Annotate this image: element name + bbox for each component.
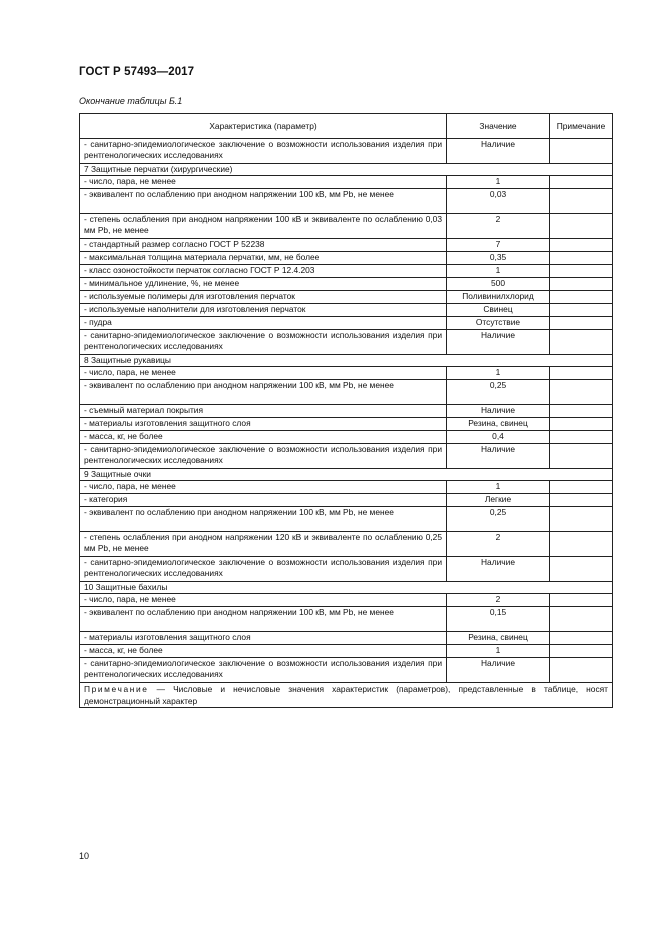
section-title: 9 Защитные очки — [80, 469, 613, 481]
document-header: ГОСТ Р 57493—2017 — [79, 66, 195, 78]
value-cell: 2 — [447, 214, 550, 239]
column-header-note: Примечание — [550, 114, 613, 139]
table-footnote — [80, 683, 613, 708]
note-cell — [550, 607, 613, 632]
characteristic-cell: - число, пара, не менее — [80, 176, 447, 189]
table-row — [80, 607, 613, 632]
value-cell: 2 — [447, 594, 550, 607]
characteristic-cell: - санитарно-эпидемиологическое заключение о возможности использования изделия при рентгенологических исследованиях — [80, 444, 447, 469]
characteristic-cell: - используемые наполнители для изготовления перчаток — [80, 304, 447, 317]
characteristic-cell: - класс озоностойкости перчаток согласно ГОСТ Р 12.4.203 — [80, 265, 447, 278]
table-row — [80, 139, 613, 164]
table-row — [80, 291, 613, 304]
characteristic-cell: - эквивалент по ослаблению при анодном напряжении 100 кВ, мм Pb, не менее — [80, 189, 447, 214]
characteristic-cell: - эквивалент по ослаблению при анодном напряжении 100 кВ, мм Pb, не менее — [80, 380, 447, 405]
table-row — [80, 444, 613, 469]
note-cell — [550, 367, 613, 380]
value-cell: Резина, свинец — [447, 418, 550, 431]
table-row — [80, 658, 613, 683]
value-cell: 1 — [447, 176, 550, 189]
note-cell — [550, 317, 613, 330]
note-cell — [550, 176, 613, 189]
value-cell: 0,25 — [447, 380, 550, 405]
value-cell: 0,25 — [447, 507, 550, 532]
characteristic-cell: - эквивалент по ослаблению при анодном напряжении 100 кВ, мм Pb, не менее — [80, 607, 447, 632]
table-row — [80, 189, 613, 214]
note-cell — [550, 291, 613, 304]
table-row — [80, 532, 613, 557]
note-cell — [550, 380, 613, 405]
value-cell: Поливинилхлорид — [447, 291, 550, 304]
value-cell: 0,4 — [447, 431, 550, 444]
value-cell: 1 — [447, 367, 550, 380]
footnote-row — [80, 683, 613, 708]
table-row — [80, 265, 613, 278]
value-cell: 0,03 — [447, 189, 550, 214]
value-cell: Наличие — [447, 444, 550, 469]
section-row — [80, 355, 613, 367]
table-row — [80, 330, 613, 355]
footnote-label: Примечание — [84, 684, 149, 694]
characteristic-cell: - степень ослабления при анодном напряжении 100 кВ и эквиваленте по ослаблению 0,03 мм Pb, не менее — [80, 214, 447, 239]
characteristic-cell: - категория — [80, 494, 447, 507]
specification-table — [79, 113, 613, 708]
characteristic-cell: - степень ослабления при анодном напряжении 120 кВ и эквиваленте по ослаблению 0,25 мм Pb, не менее — [80, 532, 447, 557]
characteristic-cell: - съемный материал покрытия — [80, 405, 447, 418]
note-cell — [550, 418, 613, 431]
characteristic-cell: - материалы изготовления защитного слоя — [80, 632, 447, 645]
note-cell — [550, 532, 613, 557]
table-row — [80, 317, 613, 330]
value-cell: 1 — [447, 265, 550, 278]
table-row — [80, 431, 613, 444]
section-row — [80, 582, 613, 594]
table-row — [80, 304, 613, 317]
table-header-row — [80, 114, 613, 139]
table-row — [80, 481, 613, 494]
value-cell: 1 — [447, 645, 550, 658]
value-cell: 7 — [447, 239, 550, 252]
table-row — [80, 405, 613, 418]
characteristic-cell: - санитарно-эпидемиологическое заключение о возможности использования изделия при рентгенологических исследованиях — [80, 139, 447, 164]
note-cell — [550, 658, 613, 683]
characteristic-cell: - материалы изготовления защитного слоя — [80, 418, 447, 431]
value-cell: Наличие — [447, 658, 550, 683]
section-title: 7 Защитные перчатки (хирургические) — [80, 164, 613, 176]
characteristic-cell: - санитарно-эпидемиологическое заключение о возможности использования изделия при рентгенологических исследованиях — [80, 330, 447, 355]
table-caption: Окончание таблицы Б.1 — [79, 96, 183, 106]
note-cell — [550, 507, 613, 532]
table-row — [80, 214, 613, 239]
footnote-text: — Числовые и нечисловые значения характеристик (параметров), представленные в таблице, носят демонстрационный характер — [84, 684, 609, 706]
table-row — [80, 557, 613, 582]
note-cell — [550, 239, 613, 252]
value-cell: Свинец — [447, 304, 550, 317]
note-cell — [550, 481, 613, 494]
value-cell: Наличие — [447, 330, 550, 355]
column-header-characteristic: Характеристика (параметр) — [80, 114, 447, 139]
characteristic-cell: - число, пара, не менее — [80, 481, 447, 494]
value-cell: 1 — [447, 481, 550, 494]
value-cell: Наличие — [447, 405, 550, 418]
table-row — [80, 507, 613, 532]
characteristic-cell: - число, пара, не менее — [80, 594, 447, 607]
column-header-value: Значение — [447, 114, 550, 139]
table-row — [80, 594, 613, 607]
value-cell: Легкие — [447, 494, 550, 507]
note-cell — [550, 265, 613, 278]
value-cell: Наличие — [447, 557, 550, 582]
note-cell — [550, 304, 613, 317]
section-title: 10 Защитные бахилы — [80, 582, 613, 594]
characteristic-cell: - эквивалент по ослаблению при анодном напряжении 100 кВ, мм Pb, не менее — [80, 507, 447, 532]
table-row — [80, 278, 613, 291]
characteristic-cell: - пудра — [80, 317, 447, 330]
table-body — [80, 139, 613, 683]
note-cell — [550, 405, 613, 418]
note-cell — [550, 139, 613, 164]
value-cell: 2 — [447, 532, 550, 557]
value-cell: Наличие — [447, 139, 550, 164]
characteristic-cell: - минимальное удлинение, %, не менее — [80, 278, 447, 291]
characteristic-cell: - используемые полимеры для изготовления перчаток — [80, 291, 447, 304]
value-cell: Резина, свинец — [447, 632, 550, 645]
table-row — [80, 645, 613, 658]
value-cell: 0,15 — [447, 607, 550, 632]
note-cell — [550, 632, 613, 645]
note-cell — [550, 252, 613, 265]
characteristic-cell: - максимальная толщина материала перчатки, мм, не более — [80, 252, 447, 265]
note-cell — [550, 214, 613, 239]
section-title: 8 Защитные рукавицы — [80, 355, 613, 367]
value-cell: 0,35 — [447, 252, 550, 265]
table-row — [80, 239, 613, 252]
value-cell: 500 — [447, 278, 550, 291]
section-row — [80, 164, 613, 176]
table-row — [80, 367, 613, 380]
note-cell — [550, 645, 613, 658]
table-row — [80, 632, 613, 645]
characteristic-cell: - масса, кг, не более — [80, 431, 447, 444]
table-row — [80, 418, 613, 431]
characteristic-cell: - санитарно-эпидемиологическое заключение о возможности использования изделия при рентгенологических исследованиях — [80, 557, 447, 582]
note-cell — [550, 444, 613, 469]
section-row — [80, 469, 613, 481]
note-cell — [550, 330, 613, 355]
note-cell — [550, 189, 613, 214]
characteristic-cell: - санитарно-эпидемиологическое заключение о возможности использования изделия при рентгенологических исследованиях — [80, 658, 447, 683]
characteristic-cell: - стандартный размер согласно ГОСТ Р 52238 — [80, 239, 447, 252]
note-cell — [550, 594, 613, 607]
note-cell — [550, 278, 613, 291]
table-row — [80, 380, 613, 405]
table-row — [80, 252, 613, 265]
table-row — [80, 494, 613, 507]
characteristic-cell: - масса, кг, не более — [80, 645, 447, 658]
note-cell — [550, 431, 613, 444]
page-number: 10 — [79, 851, 90, 861]
note-cell — [550, 494, 613, 507]
note-cell — [550, 557, 613, 582]
table-row — [80, 176, 613, 189]
value-cell: Отсутствие — [447, 317, 550, 330]
characteristic-cell: - число, пара, не менее — [80, 367, 447, 380]
